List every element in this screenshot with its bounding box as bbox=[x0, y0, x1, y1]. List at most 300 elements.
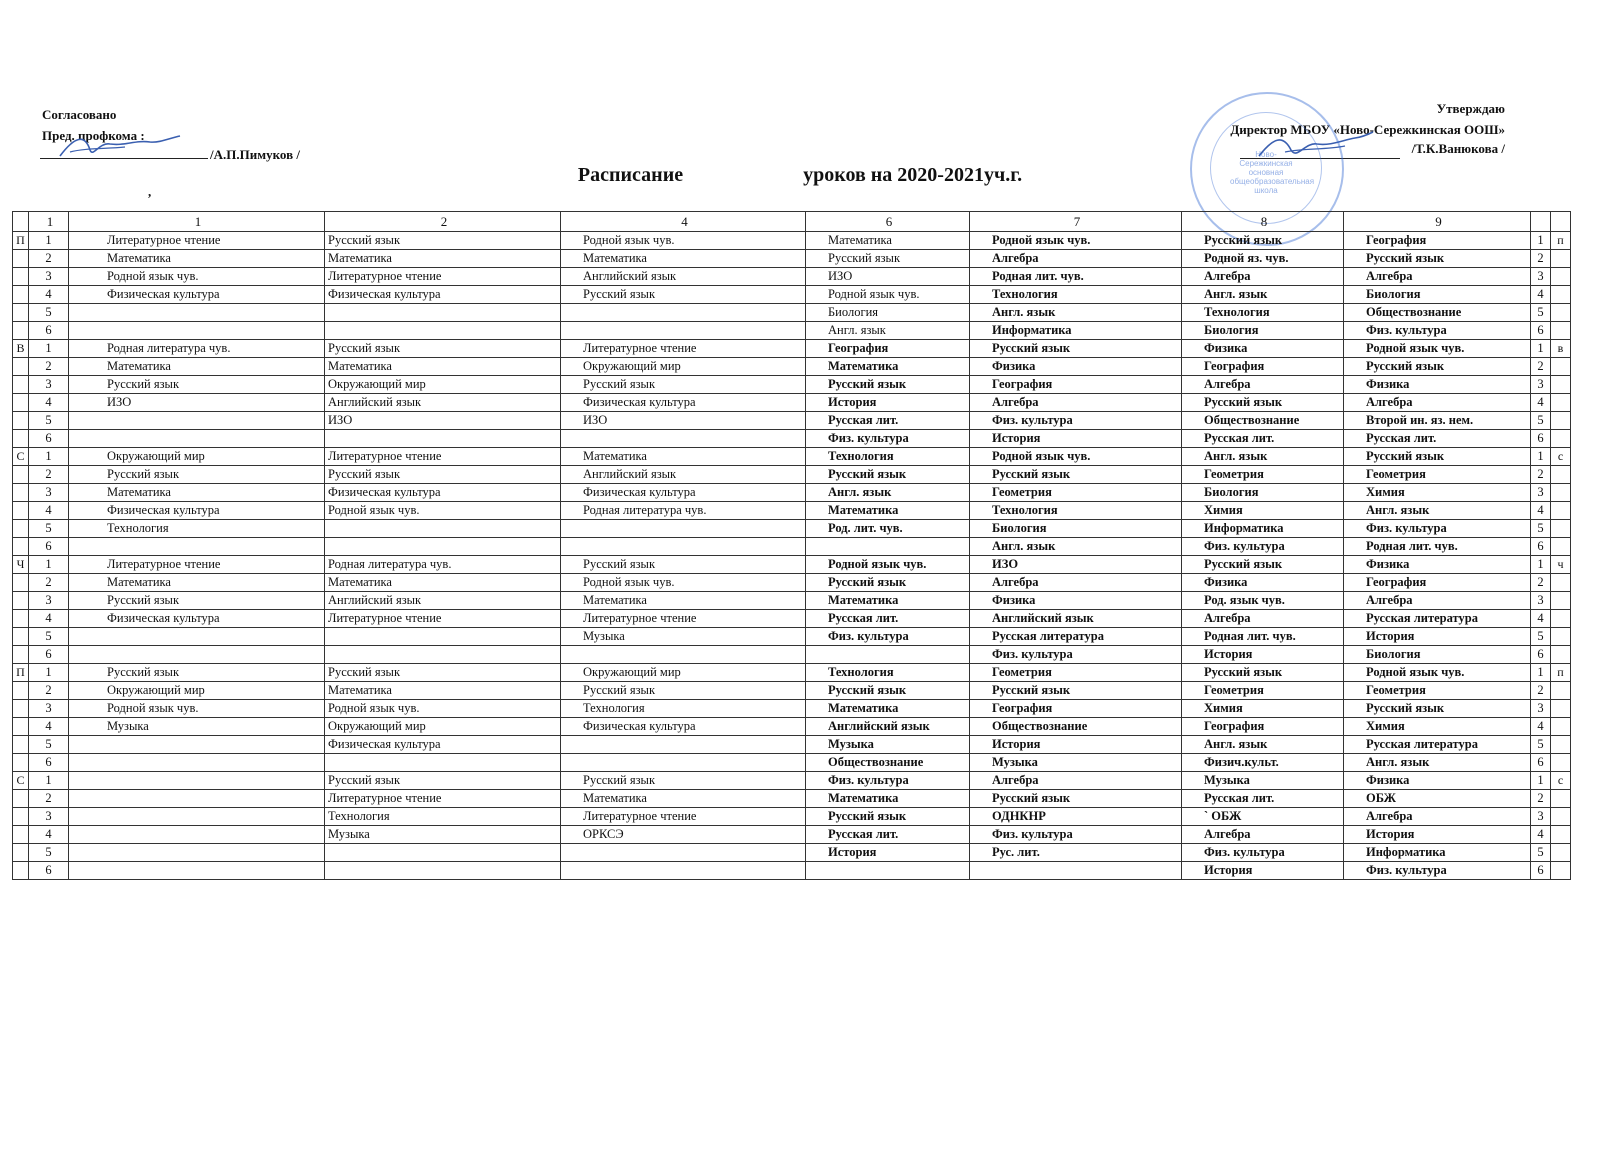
subject-cell-c6: Математика bbox=[806, 358, 970, 376]
day-letter-right bbox=[1551, 826, 1571, 844]
table-row bbox=[13, 268, 1571, 286]
subject-cell-c2 bbox=[325, 520, 561, 538]
subject-cell-c4: Английский язык bbox=[561, 466, 806, 484]
subject-cell-c1 bbox=[69, 322, 325, 340]
subject-cell-c4: Технология bbox=[561, 700, 806, 718]
day-letter-right bbox=[1551, 466, 1571, 484]
day-letter-left bbox=[13, 826, 29, 844]
lesson-number: 6 bbox=[29, 646, 69, 664]
day-letter-right bbox=[1551, 700, 1571, 718]
subject-cell-c8: Информатика bbox=[1182, 520, 1344, 538]
subject-cell-c6: Биология bbox=[806, 304, 970, 322]
subject-cell-c1: Физическая культура bbox=[69, 502, 325, 520]
subject-cell-c9: Информатика bbox=[1344, 844, 1531, 862]
day-letter-right bbox=[1551, 376, 1571, 394]
subject-cell-c8: Физика bbox=[1182, 574, 1344, 592]
table-row bbox=[13, 826, 1571, 844]
lesson-number-right: 5 bbox=[1531, 736, 1551, 754]
subject-cell-c1 bbox=[69, 808, 325, 826]
subject-cell-c2: Литературное чтение bbox=[325, 610, 561, 628]
lesson-number: 2 bbox=[29, 250, 69, 268]
subject-cell-c4: Русский язык bbox=[561, 286, 806, 304]
subject-cell-c1: Литературное чтение bbox=[69, 232, 325, 250]
subject-cell-c9: Геометрия bbox=[1344, 682, 1531, 700]
title-part-1: Расписание bbox=[577, 164, 684, 186]
approval-label-right: Утверждаю bbox=[1436, 101, 1505, 116]
subject-cell-c2: Технология bbox=[325, 808, 561, 826]
table-row bbox=[13, 358, 1571, 376]
subject-cell-c4 bbox=[561, 322, 806, 340]
subject-cell-c4 bbox=[561, 736, 806, 754]
subject-cell-c7: Информатика bbox=[970, 322, 1182, 340]
subject-cell-c8: Физич.культ. bbox=[1182, 754, 1344, 772]
subject-cell-c8: Музыка bbox=[1182, 772, 1344, 790]
day-letter-right: с bbox=[1551, 448, 1571, 466]
subject-cell-c7: Родной язык чув. bbox=[970, 232, 1182, 250]
subject-cell-c9: География bbox=[1344, 232, 1531, 250]
day-letter-left bbox=[13, 502, 29, 520]
subject-cell-c1: ИЗО bbox=[69, 394, 325, 412]
subject-cell-c7: Музыка bbox=[970, 754, 1182, 772]
subject-cell-c4: Физическая культура bbox=[561, 484, 806, 502]
table-row bbox=[13, 754, 1571, 772]
subject-cell-c7: Геометрия bbox=[970, 664, 1182, 682]
day-letter-left: П bbox=[13, 232, 29, 250]
table-body bbox=[13, 232, 1571, 880]
subject-cell-c6 bbox=[806, 538, 970, 556]
day-letter-left bbox=[13, 682, 29, 700]
subject-cell-c4 bbox=[561, 430, 806, 448]
subject-cell-c7: Физ. культура bbox=[970, 646, 1182, 664]
subject-cell-c9: География bbox=[1344, 574, 1531, 592]
lesson-number: 5 bbox=[29, 412, 69, 430]
subject-cell-c8: Геометрия bbox=[1182, 466, 1344, 484]
subject-cell-c1: Русский язык bbox=[69, 376, 325, 394]
column-header: 4 bbox=[561, 212, 806, 232]
lesson-number-right: 2 bbox=[1531, 250, 1551, 268]
subject-cell-c9: Алгебра bbox=[1344, 394, 1531, 412]
subject-cell-c9: Биология bbox=[1344, 646, 1531, 664]
subject-cell-c2: Литературное чтение bbox=[325, 790, 561, 808]
subject-cell-c8: Русская лит. bbox=[1182, 790, 1344, 808]
subject-cell-c4 bbox=[561, 520, 806, 538]
subject-cell-c9: История bbox=[1344, 826, 1531, 844]
subject-cell-c6: Математика bbox=[806, 592, 970, 610]
day-letter-right: п bbox=[1551, 664, 1571, 682]
subject-cell-c8: Химия bbox=[1182, 700, 1344, 718]
subject-cell-c8: Родная лит. чув. bbox=[1182, 628, 1344, 646]
subject-cell-c9: Химия bbox=[1344, 484, 1531, 502]
lesson-number: 4 bbox=[29, 286, 69, 304]
day-letter-left bbox=[13, 646, 29, 664]
column-header: 8 bbox=[1182, 212, 1344, 232]
table-row bbox=[13, 844, 1571, 862]
subject-cell-c6: История bbox=[806, 394, 970, 412]
table-row bbox=[13, 790, 1571, 808]
subject-cell-c6: Русский язык bbox=[806, 376, 970, 394]
subject-cell-c1: Математика bbox=[69, 358, 325, 376]
day-letter-left bbox=[13, 736, 29, 754]
subject-cell-c2: Окружающий мир bbox=[325, 718, 561, 736]
table-row bbox=[13, 322, 1571, 340]
lesson-number: 3 bbox=[29, 808, 69, 826]
day-letter-right: с bbox=[1551, 772, 1571, 790]
subject-cell-c8: История bbox=[1182, 646, 1344, 664]
subject-cell-c7: Физика bbox=[970, 592, 1182, 610]
subject-cell-c2 bbox=[325, 430, 561, 448]
lesson-number-right: 1 bbox=[1531, 448, 1551, 466]
subject-cell-c2: Физическая культура bbox=[325, 736, 561, 754]
subject-cell-c9: Русская лит. bbox=[1344, 430, 1531, 448]
subject-cell-c9: Физ. культура bbox=[1344, 862, 1531, 880]
lesson-number: 3 bbox=[29, 268, 69, 286]
schedule-table bbox=[12, 211, 1571, 880]
column-header bbox=[1531, 212, 1551, 232]
subject-cell-c2: Английский язык bbox=[325, 592, 561, 610]
lesson-number-right: 6 bbox=[1531, 538, 1551, 556]
subject-cell-c8: Алгебра bbox=[1182, 268, 1344, 286]
day-letter-left bbox=[13, 304, 29, 322]
subject-cell-c2: Русский язык bbox=[325, 232, 561, 250]
subject-cell-c4: Русский язык bbox=[561, 376, 806, 394]
lesson-number-right: 2 bbox=[1531, 682, 1551, 700]
day-letter-left bbox=[13, 376, 29, 394]
day-letter-left: П bbox=[13, 664, 29, 682]
page-title bbox=[0, 164, 1600, 187]
subject-cell-c8: Обществознание bbox=[1182, 412, 1344, 430]
subject-cell-c1 bbox=[69, 790, 325, 808]
subject-cell-c6: Русская лит. bbox=[806, 826, 970, 844]
day-letter-right bbox=[1551, 718, 1571, 736]
stray-mark: , bbox=[148, 184, 152, 199]
subject-cell-c9: Физика bbox=[1344, 772, 1531, 790]
subject-cell-c9: ОБЖ bbox=[1344, 790, 1531, 808]
subject-cell-c7: География bbox=[970, 376, 1182, 394]
subject-cell-c2: Математика bbox=[325, 574, 561, 592]
subject-cell-c6: Англ. язык bbox=[806, 322, 970, 340]
subject-cell-c1: Математика bbox=[69, 250, 325, 268]
table-row bbox=[13, 484, 1571, 502]
subject-cell-c1 bbox=[69, 826, 325, 844]
subject-cell-c2: Русский язык bbox=[325, 466, 561, 484]
day-letter-right bbox=[1551, 592, 1571, 610]
subject-cell-c9: Русский язык bbox=[1344, 250, 1531, 268]
subject-cell-c1 bbox=[69, 628, 325, 646]
subject-cell-c1: Русский язык bbox=[69, 466, 325, 484]
subject-cell-c7: Русский язык bbox=[970, 340, 1182, 358]
table-row bbox=[13, 736, 1571, 754]
subject-cell-c6: Род. лит. чув. bbox=[806, 520, 970, 538]
day-letter-left bbox=[13, 286, 29, 304]
subject-cell-c9: Обществознание bbox=[1344, 304, 1531, 322]
subject-cell-c2: Математика bbox=[325, 682, 561, 700]
lesson-number-right: 2 bbox=[1531, 358, 1551, 376]
subject-cell-c2: Родной язык чув. bbox=[325, 700, 561, 718]
subject-cell-c1: Физическая культура bbox=[69, 286, 325, 304]
subject-cell-c1: Русский язык bbox=[69, 592, 325, 610]
subject-cell-c7: Родная лит. чув. bbox=[970, 268, 1182, 286]
subject-cell-c1 bbox=[69, 772, 325, 790]
subject-cell-c4: Математика bbox=[561, 790, 806, 808]
subject-cell-c8: Биология bbox=[1182, 322, 1344, 340]
table-header-row bbox=[13, 212, 1571, 232]
day-letter-right bbox=[1551, 646, 1571, 664]
lesson-number-right: 2 bbox=[1531, 574, 1551, 592]
table-row bbox=[13, 430, 1571, 448]
subject-cell-c8: ` ОБЖ bbox=[1182, 808, 1344, 826]
lesson-number-right: 6 bbox=[1531, 754, 1551, 772]
subject-cell-c4: Математика bbox=[561, 592, 806, 610]
subject-cell-c7: Обществознание bbox=[970, 718, 1182, 736]
table-row bbox=[13, 718, 1571, 736]
subject-cell-c2: Литературное чтение bbox=[325, 448, 561, 466]
subject-cell-c6: Математика bbox=[806, 232, 970, 250]
day-letter-right bbox=[1551, 736, 1571, 754]
lesson-number: 6 bbox=[29, 322, 69, 340]
lesson-number: 4 bbox=[29, 610, 69, 628]
subject-cell-c4: Родной язык чув. bbox=[561, 232, 806, 250]
subject-cell-c6: Физ. культура bbox=[806, 772, 970, 790]
subject-cell-c1 bbox=[69, 538, 325, 556]
subject-cell-c7: Физика bbox=[970, 358, 1182, 376]
subject-cell-c6: Математика bbox=[806, 790, 970, 808]
lesson-number: 3 bbox=[29, 376, 69, 394]
day-letter-left bbox=[13, 268, 29, 286]
day-letter-right: в bbox=[1551, 340, 1571, 358]
subject-cell-c9: Русский язык bbox=[1344, 358, 1531, 376]
subject-cell-c9: Русский язык bbox=[1344, 448, 1531, 466]
subject-cell-c7: Алгебра bbox=[970, 574, 1182, 592]
subject-cell-c8: Родной яз. чув. bbox=[1182, 250, 1344, 268]
subject-cell-c4: Музыка bbox=[561, 628, 806, 646]
subject-cell-c1: Родной язык чув. bbox=[69, 700, 325, 718]
subject-cell-c7: Русский язык bbox=[970, 466, 1182, 484]
table-row bbox=[13, 862, 1571, 880]
lesson-number-right: 5 bbox=[1531, 304, 1551, 322]
subject-cell-c7: Русский язык bbox=[970, 790, 1182, 808]
table-row bbox=[13, 412, 1571, 430]
subject-cell-c2: Физическая культура bbox=[325, 286, 561, 304]
subject-cell-c7: Технология bbox=[970, 502, 1182, 520]
subject-cell-c1: Родная литература чув. bbox=[69, 340, 325, 358]
lesson-number: 5 bbox=[29, 844, 69, 862]
day-letter-left bbox=[13, 808, 29, 826]
lesson-number-right: 4 bbox=[1531, 718, 1551, 736]
day-letter-right bbox=[1551, 394, 1571, 412]
lesson-number: 3 bbox=[29, 592, 69, 610]
subject-cell-c9: Второй ин. яз. нем. bbox=[1344, 412, 1531, 430]
day-letter-left: Ч bbox=[13, 556, 29, 574]
lesson-number-right: 3 bbox=[1531, 376, 1551, 394]
column-header: 6 bbox=[806, 212, 970, 232]
signature-left bbox=[55, 132, 185, 164]
subject-cell-c9: Химия bbox=[1344, 718, 1531, 736]
lesson-number: 4 bbox=[29, 826, 69, 844]
day-letter-left bbox=[13, 628, 29, 646]
table-row bbox=[13, 538, 1571, 556]
subject-cell-c8: Англ. язык bbox=[1182, 448, 1344, 466]
subject-cell-c8: История bbox=[1182, 862, 1344, 880]
subject-cell-c8: Биология bbox=[1182, 484, 1344, 502]
day-letter-left: С bbox=[13, 448, 29, 466]
subject-cell-c2: ИЗО bbox=[325, 412, 561, 430]
subject-cell-c4 bbox=[561, 862, 806, 880]
table-row bbox=[13, 304, 1571, 322]
day-letter-left bbox=[13, 322, 29, 340]
table-row bbox=[13, 502, 1571, 520]
table-row bbox=[13, 448, 1571, 466]
subject-cell-c4: Литературное чтение bbox=[561, 808, 806, 826]
lesson-number-right: 6 bbox=[1531, 646, 1551, 664]
day-letter-right bbox=[1551, 286, 1571, 304]
lesson-number-right: 3 bbox=[1531, 700, 1551, 718]
subject-cell-c4: Физическая культура bbox=[561, 718, 806, 736]
subject-cell-c6: Математика bbox=[806, 502, 970, 520]
day-letter-right: п bbox=[1551, 232, 1571, 250]
subject-cell-c2: Литературное чтение bbox=[325, 268, 561, 286]
subject-cell-c6: География bbox=[806, 340, 970, 358]
lesson-number-right: 4 bbox=[1531, 610, 1551, 628]
subject-cell-c4: Математика bbox=[561, 250, 806, 268]
day-letter-right bbox=[1551, 520, 1571, 538]
subject-cell-c6: Родной язык чув. bbox=[806, 286, 970, 304]
subject-cell-c4: ИЗО bbox=[561, 412, 806, 430]
lesson-number: 6 bbox=[29, 862, 69, 880]
subject-cell-c6: Физ. культура bbox=[806, 430, 970, 448]
subject-cell-c8: Физ. культура bbox=[1182, 844, 1344, 862]
subject-cell-c4: Русский язык bbox=[561, 772, 806, 790]
subject-cell-c2: Родной язык чув. bbox=[325, 502, 561, 520]
lesson-number-right: 1 bbox=[1531, 232, 1551, 250]
day-letter-left: В bbox=[13, 340, 29, 358]
subject-cell-c1 bbox=[69, 754, 325, 772]
lesson-number-right: 2 bbox=[1531, 790, 1551, 808]
column-header bbox=[1551, 212, 1571, 232]
day-letter-left bbox=[13, 574, 29, 592]
table-row bbox=[13, 682, 1571, 700]
subject-cell-c7: ИЗО bbox=[970, 556, 1182, 574]
subject-cell-c4 bbox=[561, 538, 806, 556]
subject-cell-c6: Родной язык чув. bbox=[806, 556, 970, 574]
subject-cell-c4: ОРКСЭ bbox=[561, 826, 806, 844]
column-header: 1 bbox=[69, 212, 325, 232]
table-row bbox=[13, 646, 1571, 664]
union-chair-label: Пред. профкома : bbox=[42, 128, 145, 143]
subject-cell-c1: Музыка bbox=[69, 718, 325, 736]
lesson-number-right: 1 bbox=[1531, 340, 1551, 358]
subject-cell-c7: Технология bbox=[970, 286, 1182, 304]
table-row bbox=[13, 574, 1571, 592]
subject-cell-c6 bbox=[806, 862, 970, 880]
lesson-number-right: 5 bbox=[1531, 520, 1551, 538]
subject-cell-c4: Окружающий мир bbox=[561, 664, 806, 682]
lesson-number: 2 bbox=[29, 790, 69, 808]
subject-cell-c4: Физическая культура bbox=[561, 394, 806, 412]
subject-cell-c2 bbox=[325, 646, 561, 664]
table-row bbox=[13, 466, 1571, 484]
subject-cell-c1 bbox=[69, 304, 325, 322]
subject-cell-c9: История bbox=[1344, 628, 1531, 646]
subject-cell-c9: Родной язык чув. bbox=[1344, 340, 1531, 358]
subject-cell-c2 bbox=[325, 754, 561, 772]
subject-cell-c4 bbox=[561, 754, 806, 772]
subject-cell-c2: Английский язык bbox=[325, 394, 561, 412]
subject-cell-c2: Математика bbox=[325, 358, 561, 376]
subject-cell-c2: Математика bbox=[325, 250, 561, 268]
lesson-number: 6 bbox=[29, 430, 69, 448]
subject-cell-c1: Математика bbox=[69, 574, 325, 592]
lesson-number: 6 bbox=[29, 754, 69, 772]
subject-cell-c8: Алгебра bbox=[1182, 376, 1344, 394]
subject-cell-c9: Биология bbox=[1344, 286, 1531, 304]
subject-cell-c7: Алгебра bbox=[970, 250, 1182, 268]
lesson-number-right: 6 bbox=[1531, 430, 1551, 448]
day-letter-right bbox=[1551, 268, 1571, 286]
lesson-number: 2 bbox=[29, 574, 69, 592]
day-letter-right bbox=[1551, 574, 1571, 592]
lesson-number: 1 bbox=[29, 340, 69, 358]
day-letter-right bbox=[1551, 862, 1571, 880]
subject-cell-c9: Алгебра bbox=[1344, 592, 1531, 610]
lesson-number-right: 6 bbox=[1531, 862, 1551, 880]
subject-cell-c1 bbox=[69, 646, 325, 664]
subject-cell-c9: Русский язык bbox=[1344, 700, 1531, 718]
column-header: 9 bbox=[1344, 212, 1531, 232]
subject-cell-c6: Английский язык bbox=[806, 718, 970, 736]
lesson-number-right: 5 bbox=[1531, 628, 1551, 646]
subject-cell-c7: Англ. язык bbox=[970, 304, 1182, 322]
table-row bbox=[13, 664, 1571, 682]
stamp-text: Ново-Сережкинская основная общеобразовательная школа bbox=[1230, 150, 1315, 195]
subject-cell-c1 bbox=[69, 430, 325, 448]
lesson-number: 1 bbox=[29, 556, 69, 574]
lesson-number-right: 3 bbox=[1531, 484, 1551, 502]
subject-cell-c9: Англ. язык bbox=[1344, 502, 1531, 520]
lesson-number: 5 bbox=[29, 304, 69, 322]
lesson-number-right: 2 bbox=[1531, 466, 1551, 484]
day-letter-right bbox=[1551, 538, 1571, 556]
lesson-number-right: 3 bbox=[1531, 268, 1551, 286]
day-letter-left bbox=[13, 412, 29, 430]
subject-cell-c4: Математика bbox=[561, 448, 806, 466]
table-row bbox=[13, 520, 1571, 538]
day-letter-right bbox=[1551, 610, 1571, 628]
director-name: /Т.К.Ванюкова / bbox=[1411, 141, 1505, 156]
subject-cell-c7: Геометрия bbox=[970, 484, 1182, 502]
subject-cell-c8: География bbox=[1182, 358, 1344, 376]
subject-cell-c4: Окружающий мир bbox=[561, 358, 806, 376]
lesson-number: 3 bbox=[29, 484, 69, 502]
subject-cell-c8: Англ. язык bbox=[1182, 736, 1344, 754]
subject-cell-c7: ОДНКНР bbox=[970, 808, 1182, 826]
subject-cell-c9: Алгебра bbox=[1344, 808, 1531, 826]
day-letter-right bbox=[1551, 808, 1571, 826]
subject-cell-c7: Биология bbox=[970, 520, 1182, 538]
subject-cell-c7: Русская литература bbox=[970, 628, 1182, 646]
subject-cell-c9: Родной язык чув. bbox=[1344, 664, 1531, 682]
subject-cell-c6: Русская лит. bbox=[806, 412, 970, 430]
subject-cell-c4 bbox=[561, 304, 806, 322]
day-letter-right bbox=[1551, 250, 1571, 268]
day-letter-right bbox=[1551, 844, 1571, 862]
subject-cell-c8: Русский язык bbox=[1182, 664, 1344, 682]
subject-cell-c9: Русская литература bbox=[1344, 736, 1531, 754]
column-header: 1 bbox=[29, 212, 69, 232]
subject-cell-c6: Математика bbox=[806, 700, 970, 718]
subject-cell-c8: Технология bbox=[1182, 304, 1344, 322]
lesson-number: 2 bbox=[29, 466, 69, 484]
subject-cell-c8: Алгебра bbox=[1182, 826, 1344, 844]
